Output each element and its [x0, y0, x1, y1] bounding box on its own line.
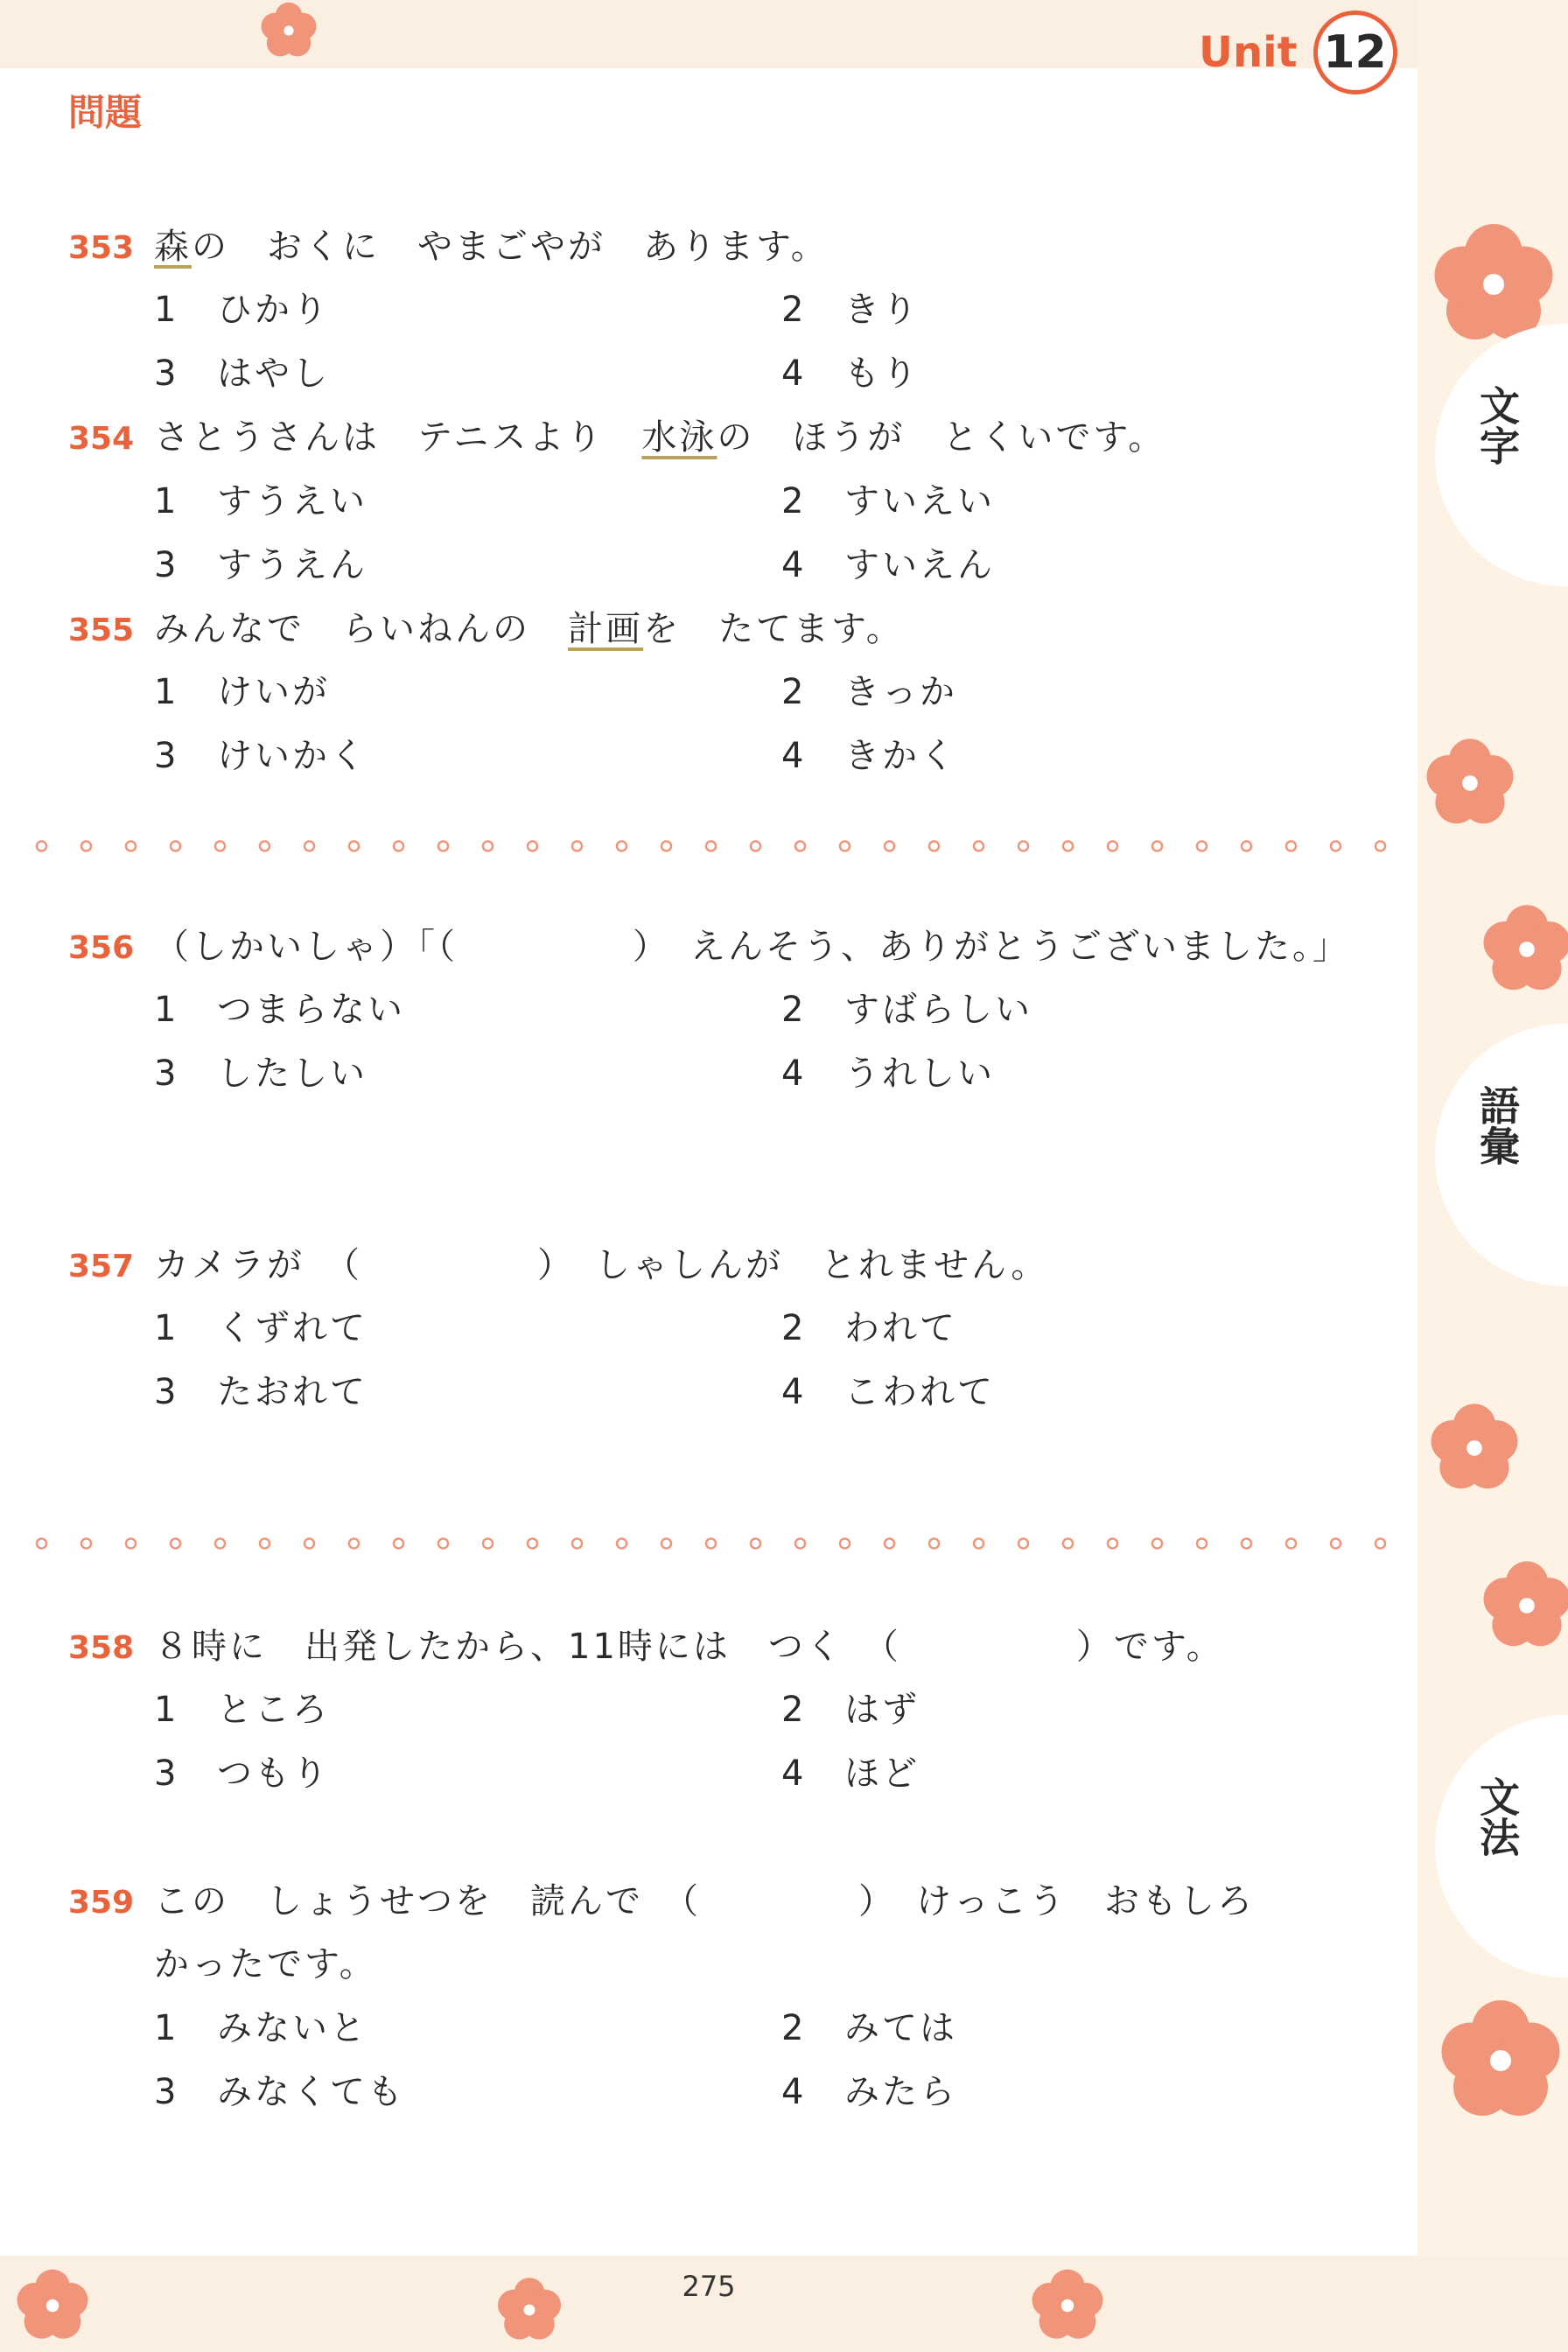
option-2[interactable] — [781, 285, 920, 334]
underlined-target-word: 水泳 — [641, 417, 718, 458]
option-2[interactable] — [781, 1304, 957, 1353]
option-number: 3 — [154, 354, 179, 394]
option-number: 2 — [781, 1308, 807, 1348]
question-text: この しょうせつを 読んで （ — [154, 1881, 701, 1922]
option-text: うれしい — [844, 1054, 995, 1094]
question-353 — [68, 222, 829, 273]
question-number: 357 — [68, 1249, 135, 1284]
option-number: 3 — [154, 2072, 179, 2112]
question-355 — [68, 605, 904, 655]
question-359 — [68, 1877, 1255, 1928]
option-number: 3 — [154, 545, 179, 585]
option-3[interactable] — [154, 1049, 368, 1098]
option-text: はやし — [217, 354, 330, 394]
option-text: きり — [844, 290, 920, 330]
cherry-blossom-icon — [1426, 1400, 1522, 1496]
question-text: ） えんそう、ありがとうございました。」 — [633, 927, 1350, 967]
cherry-blossom-icon — [245, 0, 332, 61]
question-356 — [68, 922, 1350, 973]
option-number: 4 — [781, 1372, 807, 1412]
side-tab-label: 文字 — [1474, 385, 1521, 466]
option-text: みなくても — [217, 2072, 405, 2112]
option-number: 1 — [154, 672, 179, 712]
option-4[interactable] — [781, 2068, 957, 2117]
option-text: もり — [844, 354, 920, 394]
option-text: つまらない — [217, 990, 405, 1030]
option-number: 1 — [154, 2008, 179, 2048]
option-text: つもり — [217, 1754, 330, 1794]
page-title: 問題 — [68, 91, 143, 134]
option-2[interactable] — [781, 668, 957, 717]
question-text: ）です。 — [1075, 1627, 1224, 1667]
option-text: みないと — [217, 2008, 368, 2048]
option-3[interactable] — [154, 541, 368, 590]
side-tab-label: 文法 — [1474, 1776, 1521, 1857]
option-text: すうえい — [217, 481, 368, 522]
cherry-blossom-icon — [1479, 901, 1568, 998]
option-number: 2 — [781, 481, 807, 522]
question-text: ８時に 出発したから、11時には つく （ — [154, 1627, 901, 1667]
question-354 — [68, 413, 1166, 464]
option-1[interactable] — [154, 985, 405, 1034]
option-1[interactable] — [154, 285, 330, 334]
section-divider — [19, 1535, 1410, 1552]
option-4[interactable] — [781, 1049, 995, 1098]
question-number: 359 — [68, 1885, 135, 1921]
option-1[interactable] — [154, 1685, 330, 1734]
option-text: けいかく — [217, 736, 368, 776]
option-number: 4 — [781, 1054, 807, 1094]
option-text: きかく — [844, 736, 957, 776]
question-text: かったです。 — [154, 1944, 377, 1984]
option-text: はず — [844, 1690, 920, 1730]
cherry-blossom-icon — [1422, 735, 1518, 831]
unit-header — [1199, 18, 1397, 88]
option-number: 1 — [154, 1308, 179, 1348]
option-1[interactable] — [154, 2004, 368, 2053]
question-text: の ほうが とくいです。 — [717, 417, 1166, 458]
question-text: ） けっこう おもしろ — [858, 1881, 1255, 1922]
option-4[interactable] — [781, 1368, 995, 1417]
option-text: ひかり — [217, 290, 330, 330]
option-3[interactable] — [154, 2068, 405, 2117]
option-number: 3 — [154, 1054, 179, 1094]
option-2[interactable] — [781, 2004, 957, 2053]
question-number: 354 — [68, 421, 135, 457]
option-number: 1 — [154, 290, 179, 330]
question-text: みんなで らいねんの — [154, 609, 568, 649]
option-text: したしい — [217, 1054, 368, 1094]
option-text: すうえん — [217, 545, 368, 585]
option-2[interactable] — [781, 1685, 920, 1734]
option-number: 4 — [781, 2072, 807, 2112]
option-text: すいえい — [844, 481, 995, 522]
option-number: 4 — [781, 736, 807, 776]
option-number: 2 — [781, 672, 807, 712]
option-4[interactable] — [781, 1749, 920, 1798]
option-number: 4 — [781, 545, 807, 585]
question-text: カメラが （ — [154, 1245, 362, 1285]
question-359-continued — [154, 1940, 377, 1989]
option-text: ほど — [844, 1754, 920, 1794]
question-number: 358 — [68, 1630, 135, 1666]
unit-label: Unit — [1199, 28, 1298, 77]
underlined-target-word: 森 — [154, 227, 192, 267]
cherry-blossom-icon — [1435, 1995, 1566, 2126]
question-357 — [68, 1241, 1048, 1292]
question-text: ） しゃしんが とれません。 — [537, 1245, 1049, 1285]
underlined-target-word: 計画 — [568, 609, 643, 649]
question-text: さとうさんは テニスより — [154, 417, 642, 458]
option-text: ところ — [217, 1690, 330, 1730]
option-3[interactable] — [154, 1368, 368, 1417]
option-2[interactable] — [781, 985, 1032, 1034]
question-358 — [68, 1622, 1224, 1673]
option-number: 2 — [781, 1690, 807, 1730]
option-number: 1 — [154, 481, 179, 522]
option-3[interactable] — [154, 1749, 330, 1798]
option-number: 2 — [781, 290, 807, 330]
option-text: みては — [844, 2008, 957, 2048]
side-tab-label: 語彙 — [1474, 1085, 1521, 1166]
option-3[interactable] — [154, 349, 330, 398]
option-text: たおれて — [217, 1372, 368, 1412]
option-number: 1 — [154, 990, 179, 1030]
option-number: 3 — [154, 1372, 179, 1412]
question-number: 355 — [68, 612, 135, 648]
option-4[interactable] — [781, 541, 995, 590]
option-text: きっか — [844, 672, 957, 712]
option-1[interactable] — [154, 668, 330, 717]
section-divider — [19, 837, 1410, 855]
option-text: こわれて — [844, 1372, 995, 1412]
cherry-blossom-icon — [1479, 1558, 1568, 1654]
option-2[interactable] — [781, 477, 995, 526]
unit-number-badge: 12 — [1313, 10, 1397, 94]
option-number: 2 — [781, 990, 807, 1030]
option-text: みたら — [844, 2072, 957, 2112]
option-number: 4 — [781, 354, 807, 394]
option-number: 3 — [154, 1754, 179, 1794]
option-text: すいえん — [844, 545, 995, 585]
option-number: 4 — [781, 1754, 807, 1794]
question-text: を たてます。 — [643, 609, 904, 649]
option-3[interactable] — [154, 732, 368, 780]
option-1[interactable] — [154, 477, 368, 526]
option-number: 3 — [154, 736, 179, 776]
option-text: けいが — [217, 672, 330, 712]
option-text: くずれて — [217, 1308, 368, 1348]
question-text: （しかいしゃ）「（ — [154, 927, 458, 967]
page-number: 275 — [682, 2270, 736, 2303]
question-number: 356 — [68, 930, 135, 966]
option-4[interactable] — [781, 349, 920, 398]
option-4[interactable] — [781, 732, 957, 780]
option-number: 2 — [781, 2008, 807, 2048]
option-number: 1 — [154, 1690, 179, 1730]
option-text: われて — [844, 1308, 957, 1348]
question-number: 353 — [68, 230, 135, 266]
option-text: すばらしい — [844, 990, 1032, 1030]
option-1[interactable] — [154, 1304, 368, 1353]
question-text: の おくに やまごやが あります。 — [192, 227, 829, 267]
